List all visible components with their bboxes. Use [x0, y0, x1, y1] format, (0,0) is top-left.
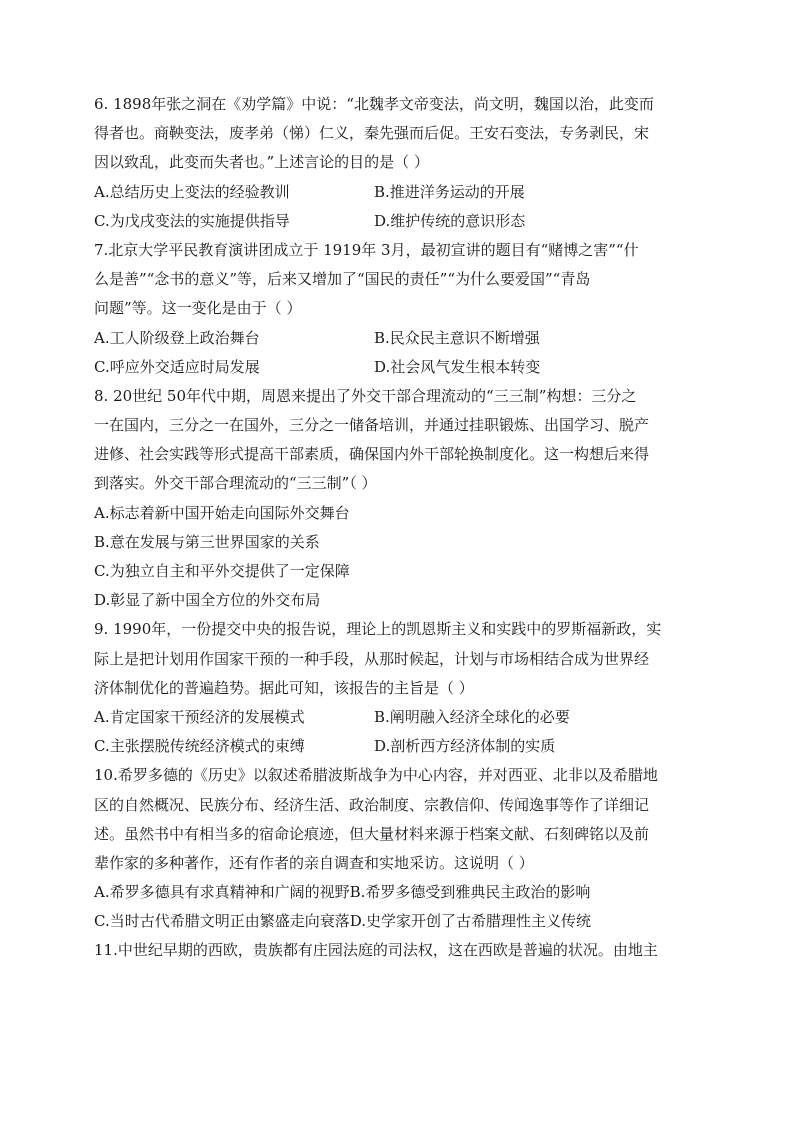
question-10-option-d: D.史学家开创了古希腊理性主义传统	[349, 912, 591, 931]
question-6-stem-line-1: 6. 1898年张之洞在《劝学篇》中说：“北魏孝文帝变法，尚文明，魏国以治，此变而	[94, 95, 654, 113]
question-6-options-row-2	[94, 207, 700, 236]
question-8-stem-line-2: 一在国内，三分之一在国外，三分之一储备培训，并通过挂职锻炼、出国学习、脱产	[94, 416, 650, 435]
question-6-option-d: D.维护传统的意识形态	[374, 211, 526, 230]
question-9-option-b: B.阐明融入经济全球化的必要	[374, 707, 570, 726]
question-8	[94, 382, 700, 616]
question-10-options-row-1	[94, 878, 700, 907]
question-10-stem-line-4: 辈作家的多种著作，还有作者的亲自调查和实地采访。这说明（ ）	[94, 853, 534, 872]
question-6-options-row-1	[94, 178, 700, 207]
question-10-option-b: B.希罗多德受到雅典民主政治的影响	[349, 883, 591, 902]
question-7-option-b: B.民众民主意识不断增强	[374, 328, 540, 347]
question-10-option-a: A.希罗多德具有求真精神和广阔的视野	[94, 883, 350, 902]
question-10-option-c: C.当时古代希腊文明正由繁盛走向衰落	[94, 912, 350, 931]
question-8-stem-line-3: 进修、社会实践等形式提高干部素质，确保国内外干部轮换制度化。这一构想后来得	[94, 445, 650, 464]
question-list	[94, 90, 700, 966]
question-6-stem-line-3: 因以致乱，此变而失者也。”上述言论的目的是（ ）	[94, 153, 429, 172]
question-10-stem-line-1: 10.希罗多德的《历史》以叙述希腊波斯战争为中心内容，并对西亚、北非以及希腊地	[94, 766, 658, 785]
question-10-options-row-2	[94, 907, 700, 936]
question-10-stem-line-3: 述。虽然书中有相当多的宿命论痕迹，但大量材料来源于档案文献、石刻碑铭以及前	[94, 824, 650, 843]
question-9-options-row-2	[94, 732, 700, 761]
question-11-stem-line-1: 11.中世纪早期的西欧，贵族都有庄园法庭的司法权，这在西欧是普遍的状况。由地主	[94, 941, 658, 960]
question-9-stem-line-2: 际上是把计划用作国家干预的一种手段，从那时候起，计划与市场相结合成为世界经	[94, 649, 650, 668]
question-8-stem-line-1: 8. 20世纪 50年代中期，周恩来提出了外交干部合理流动的“三三制”构想：三分之	[94, 386, 637, 405]
question-10	[94, 761, 700, 936]
question-9-option-d: D.剖析西方经济体制的实质	[374, 737, 556, 756]
question-9-option-c: C.主张摆脱传统经济模式的束缚	[94, 737, 305, 756]
question-7-stem-line-3: 问题”等。这一变化是由于（ ）	[94, 299, 302, 318]
question-9-stem-line-3: 济体制优化的普遍趋势。据此可知，该报告的主旨是（ ）	[94, 678, 474, 697]
question-8-option-b: B.意在发展与第三世界国家的关系	[94, 532, 320, 551]
question-6	[94, 90, 700, 236]
question-6-option-a: A.总结历史上变法的经验教训	[94, 182, 290, 201]
question-7-stem-line-1: 7.北京大学平民教育演讲团成立于 1919年 3月，最初宣讲的题目有“赌博之害”“什	[94, 240, 639, 259]
question-7-option-d: D.社会风气发生根本转变	[374, 357, 541, 376]
question-7-stem-line-2: 么是善”“念书的意义”等，后来又增加了“国民的责任”“为什么要爱国”“青岛	[94, 270, 591, 289]
question-7-options-row-1	[94, 324, 700, 353]
question-8-option-a: A.标志着新中国开始走向国际外交舞台	[94, 503, 350, 522]
question-6-option-c: C.为戊戌变法的实施提供指导	[94, 211, 290, 230]
question-7	[94, 236, 700, 382]
question-6-stem-line-2: 得者也。商鞅变法，废孝弟（悌）仁义，秦先强而后促。王安石变法，专务剥民，宋	[94, 124, 650, 143]
question-8-option-d: D.彰显了新中国全方位的外交布局	[94, 591, 321, 610]
question-9-stem-line-1: 9. 1990年，一份提交中央的报告说，理论上的凯恩斯主义和实践中的罗斯福新政，实	[94, 620, 662, 639]
question-6-option-b: B.推进洋务运动的开展	[374, 182, 525, 201]
question-10-stem-line-2: 区的自然概况、民族分布、经济生活、政治制度、宗教信仰、传闻逸事等作了详细记	[94, 795, 650, 814]
question-8-option-c: C.为独立自主和平外交提供了一定保障	[94, 562, 350, 580]
question-11	[94, 936, 700, 965]
question-7-options-row-2	[94, 353, 700, 382]
question-7-option-c: C.呼应外交适应时局发展	[94, 357, 260, 376]
question-7-option-a: A.工人阶级登上政治舞台	[94, 328, 260, 347]
question-9-option-a: A.肯定国家干预经济的发展模式	[94, 707, 305, 726]
question-8-stem-line-4: 到落实。外交干部合理流动的“三三制”（ ）	[94, 474, 377, 493]
question-9-options-row-1	[94, 703, 700, 732]
question-9	[94, 615, 700, 761]
